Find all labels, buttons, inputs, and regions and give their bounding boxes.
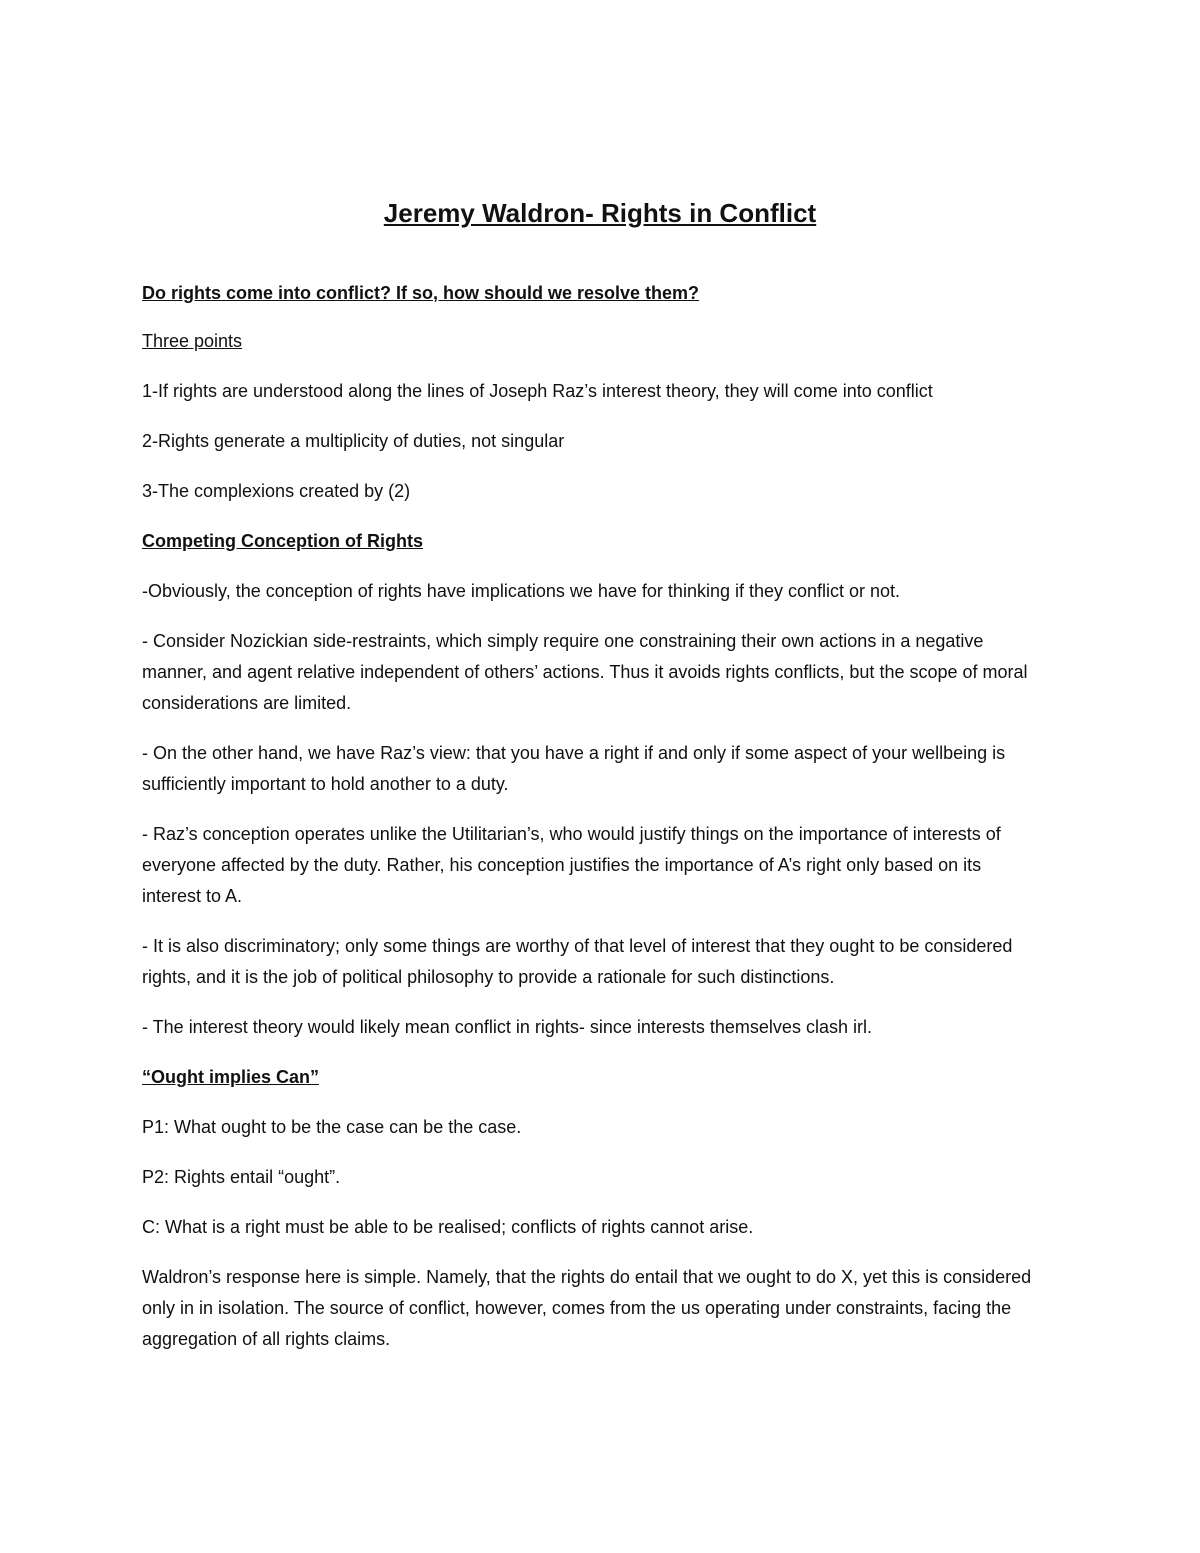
paragraph-waldron-response: Waldron’s response here is simple. Namely, that the rights do entail that we ought to do X, yet this is considered only in in isolation. The source of conflict, however, comes from the us operating under constraints, facing the aggregation of all rights claims. [142,1267,1032,1349]
section-heading-ought-implies-can: “Ought implies Can” [142,1067,320,1087]
document-body [142,196,1042,1374]
paragraph-raz-view: - On the other hand, we have Raz’s view: that you have a right if and only if some aspect of your wellbeing is sufficiently important to hold another to a duty. [142,743,1006,794]
point-1: 1-If rights are understood along the lines of Joseph Raz’s interest theory, they will come into conflict [142,381,933,401]
section-heading-competing-conception: Competing Conception of Rights [142,531,423,551]
conclusion-c: C: What is a right must be able to be realised; conflicts of rights cannot arise. [142,1217,754,1237]
paragraph-utilitarian: - Raz’s conception operates unlike the Utilitarian’s, who would justify things on the importance of interests of everyone affected by the duty. Rather, his conception justifies the importance of A’s right only based on its interest to A. [142,824,1001,906]
paragraph-obviously: -Obviously, the conception of rights have implications we have for thinking if they conflict or not. [142,581,901,601]
paragraph-interest-theory: - The interest theory would likely mean conflict in rights- since interests themselves clash irl. [142,1017,872,1037]
paragraph-discriminatory: - It is also discriminatory; only some things are worthy of that level of interest that they ought to be considered rights, and it is the job of political philosophy to provide a rationale for such distinctions. [142,936,1013,987]
guiding-question: Do rights come into conflict? If so, how should we resolve them? [142,283,700,303]
premise-p1: P1: What ought to be the case can be the case. [142,1117,522,1137]
document-title: Jeremy Waldron- Rights in Conflict [383,198,817,228]
paragraph-nozickian: - Consider Nozickian side-restraints, which simply require one constraining their own actions in a negative manner, and agent relative independent of others’ actions. Thus it avoids rights conflicts, but the scope of moral considerations are limited. [142,631,1028,713]
premise-p2: P2: Rights entail “ought”. [142,1167,341,1187]
point-3: 3-The complexions created by (2) [142,481,411,501]
point-2: 2-Rights generate a multiplicity of duties, not singular [142,431,565,451]
three-points-label: Three points [142,331,243,351]
